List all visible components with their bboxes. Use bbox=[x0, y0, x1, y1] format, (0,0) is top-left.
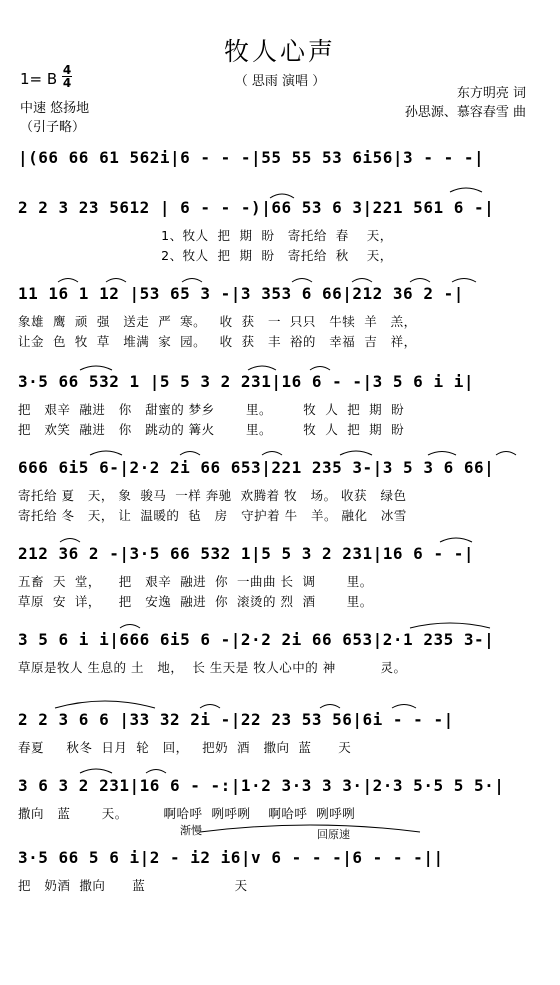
time-signature-top: 4 bbox=[62, 63, 72, 77]
notation-line-8: 2 2 3 6 6 |33 32 2i -|22 23 53 56|6i - - -| bbox=[18, 710, 454, 729]
notation-line-1: |(66 66 61 562i|6 - - -|55 55 53 6i56|3 - - -| bbox=[18, 148, 485, 167]
lyric-line-7-1: 草原是牧人 生息的 土 地， 长 生天是 牧人心中的 神 灵。 bbox=[18, 660, 407, 675]
lyric-line-3-1: 象雄 鹰 顽 强 送走 严 寒。 收 获 一 只只 牛犊 羊 羔， bbox=[18, 314, 417, 329]
notation-line-3: 11 16 1 12 |53 65 3 -|3 353 6 66|212 36 2 -| bbox=[18, 284, 464, 303]
lyric-line-5-2: 寄托给 冬 天， 让 温暖的 毡 房 守护着 牛 羊。 融化 冰雪 bbox=[18, 508, 407, 523]
lyric-line-4-2: 把 欢笑 融进 你 跳动的 篝火 里。 牧 人 把 期 盼 bbox=[18, 422, 405, 437]
notation-line-7: 3 5 6 i i|666 6i5 6 -|2·2 2i 66 653|2·1 235 3-| bbox=[18, 630, 495, 649]
lyric-line-9-1: 撒向 蓝 天。 啊哈呼 咧呼咧 啊哈呼 咧呼咧 bbox=[18, 806, 356, 821]
notation-line-5: 666 6i5 6-|2·2 2i 66 653|221 235 3-|3 5 3 6 66| bbox=[18, 458, 495, 477]
tempo-marking: 中速 悠扬地 bbox=[20, 101, 90, 116]
notation-line-9: 3 6 3 2 231|16 6 - -:|1·2 3·3 3 3·|2·3 5·5 5 5·| bbox=[18, 776, 505, 795]
time-signature-bottom: 4 bbox=[62, 76, 72, 90]
lyric-line-8-1: 春夏 秋冬 日月 轮 回， 把奶 酒 撒向 蓝 天 bbox=[18, 740, 352, 755]
lyricist: 东方明亮 词 bbox=[456, 86, 526, 101]
annotation-resume: 回原速 bbox=[317, 828, 350, 841]
lyric-line-6-2: 草原 安 详， 把 安逸 融进 你 滚烫的 烈 酒 里。 bbox=[18, 594, 373, 609]
notation-line-6: 212 36 2 -|3·5 66 532 1|5 5 3 2 231|16 6 - -| bbox=[18, 544, 474, 563]
composer: 孙思源、慕容春雪 曲 bbox=[404, 105, 526, 120]
lyric-line-10-1: 把 奶酒 撒向 蓝 天 bbox=[18, 878, 248, 893]
performer: （ 思雨 演唱 ） bbox=[234, 74, 326, 89]
lyric-line-6-1: 五畜 天 堂， 把 艰辛 融进 你 一曲曲 长 调 里。 bbox=[18, 574, 373, 589]
notation-line-4: 3·5 66 532 1 |5 5 3 2 231|16 6 - -|3 5 6 i i| bbox=[18, 372, 474, 391]
lyric-line-3-2: 让金 色 牧 草 堆满 家 园。 收 获 丰 裕的 幸福 吉 祥， bbox=[18, 334, 417, 349]
lyric-line-5-1: 寄托给 夏 天， 象 骏马 一样 奔驰 欢腾着 牧 场。 收获 绿色 bbox=[18, 488, 407, 503]
key-signature: 1= B bbox=[20, 70, 58, 88]
song-title: 牧人心声 bbox=[223, 37, 336, 66]
lyric-line-4-1: 把 艰辛 融进 你 甜蜜的 梦乡 里。 牧 人 把 期 盼 bbox=[18, 402, 405, 417]
notation-line-10: 3·5 66 5 6 i|2 - i2 i6|v 6 - - -|6 - - -|| bbox=[18, 848, 444, 867]
notation-line-2: 2 2 3 23 5612 | 6 - - -)|66 53 6 3|221 561 6 -| bbox=[18, 198, 495, 217]
lyric-line-2-2: 2、牧人 把 期 盼 寄托给 秋 天， bbox=[18, 248, 393, 263]
intro-note: （引子略） bbox=[20, 120, 86, 135]
annotation-slow: 渐慢 bbox=[180, 824, 202, 837]
lyric-line-2-1: 1、牧人 把 期 盼 寄托给 春 天， bbox=[18, 228, 393, 243]
